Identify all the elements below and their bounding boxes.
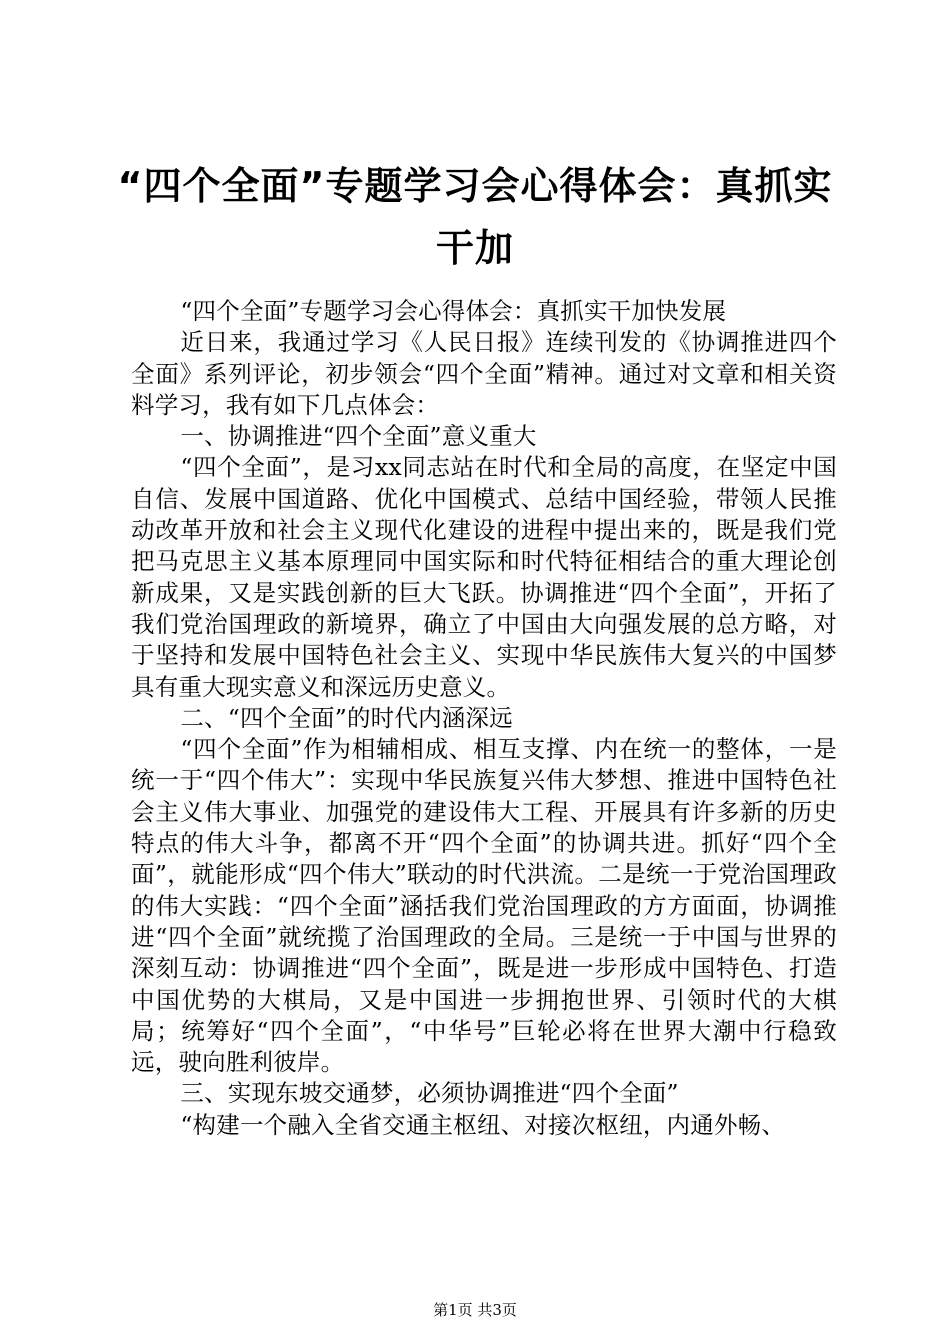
paragraph-section-2: “四个全面”作为相辅相成、相互支撑、内在统一的整体，一是统一于“四个伟大”：实现中华民族复兴伟大梦想、推进中国特色社会主义伟大事业、加强党的建设伟大工程、开展具有许多新的历史特点的伟大斗争，都离不开“四个全面”的协调共进。抓好“四个全面”，就能形成“四个伟大”联动的时代洪流。二是统一于党治国理政的伟大实践：“四个全面”涵括我们党治国理政的方方面面，协调推进“四个全面”就统揽了治国理政的全局。三是统一于中国与世界的深刻互动：协调推进“四个全面”，既是进一步形成中国特色、打造中国优势的大棋局，又是中国进一步拥抱世界、引领时代的大棋局；统筹好“四个全面”，“中华号”巨轮必将在世界大潮中行稳致远，驶向胜利彼岸。 — [131, 735, 837, 1077]
paragraph-subtitle: “四个全面”专题学习会心得体会：真抓实干加快发展 — [180, 297, 727, 325]
document-title: “四个全面”专题学习会心得体会：真抓实干加 — [117, 164, 833, 270]
section-heading-2: 二、“四个全面”的时代内涵深远 — [180, 703, 513, 732]
page-footer: 第1页 共3页 — [433, 1301, 517, 1319]
section-heading-1: 一、协调推进“四个全面”意义重大 — [180, 422, 537, 451]
paragraph-section-1: “四个全面”，是习xx同志站在时代和全局的高度，在坚定中国自信、发展中国道路、优化中国模式、总结中国经验，带领人民推动改革开放和社会主义现代化建设的进程中提出来的，既是我们党把马克思主义基本原理同中国实际和时代特征相结合的重大理论创新成果，又是实践创新的巨大飞跃。协调推进“四个全面”，开拓了我们党治国理政的新境界，确立了中国由大向强发展的总方略，对于坚持和发展中国特色社会主义、实现中华民族伟大复兴的中国梦具有重大现实意义和深远历史意义。 — [131, 453, 837, 701]
section-heading-3: 三、实现东坡交通梦，必须协调推进“四个全面” — [180, 1079, 679, 1108]
paragraph-section-3: “构建一个融入全省交通主枢纽、对接次枢纽，内通外畅、 — [180, 1110, 786, 1139]
document-body — [131, 296, 837, 1141]
paragraph-intro: 近日来，我通过学习《人民日报》连续刊发的《协调推进四个全面》系列评论，初步领会“四个全面”精神。通过对文章和相关资料学习，我有如下几点体会： — [131, 328, 837, 419]
